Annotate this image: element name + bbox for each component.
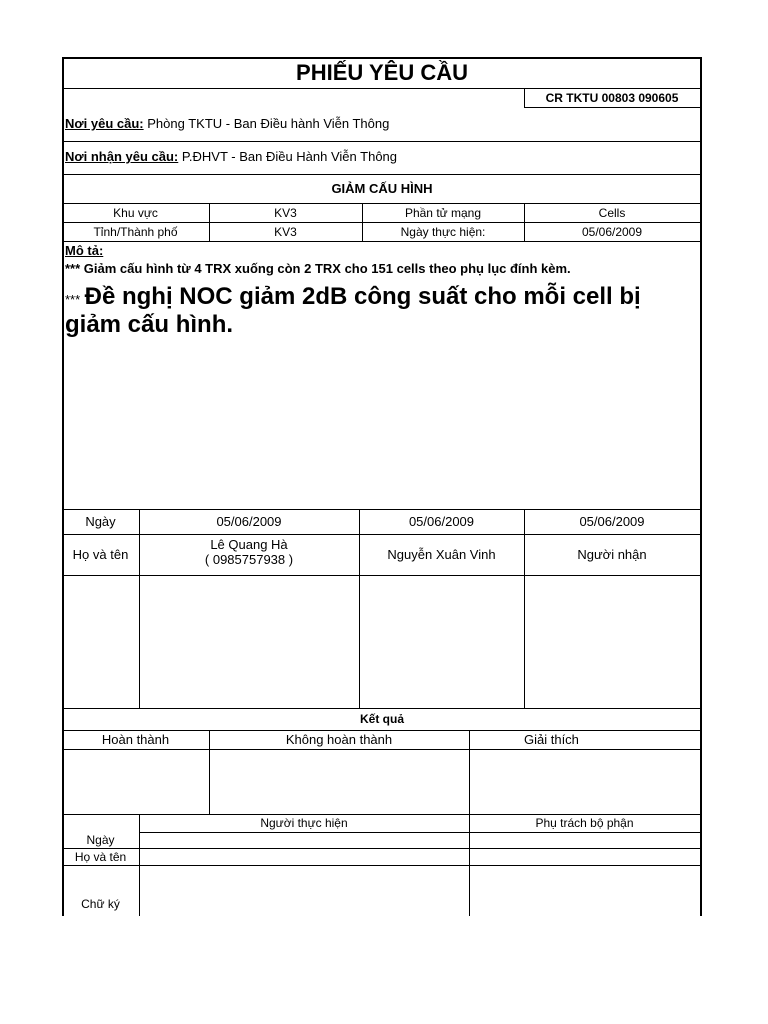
- sig-name-1-phone: ( 0985757938 ): [204, 552, 294, 567]
- requester-value: Phòng TKTU - Ban Điều hành Viễn Thông: [147, 116, 390, 131]
- form-title: PHIẾU YÊU CẦU: [296, 59, 468, 85]
- sig-name-1-name: Lê Quang Hà: [210, 537, 288, 552]
- execution-date-label: Ngày thực hiện:: [400, 224, 486, 239]
- result-title: Kết quả: [359, 712, 404, 726]
- sig-date-label: Ngày: [85, 514, 116, 529]
- receiver-label: Nơi nhận yêu cầu:: [65, 149, 179, 164]
- description-stars: ***: [65, 292, 81, 307]
- footer-executor: Người thực hiện: [260, 816, 348, 830]
- region-value: KV3: [274, 205, 297, 220]
- requester-row: [65, 116, 389, 131]
- sig-date-1: 05/06/2009: [216, 514, 282, 529]
- description-label: Mô tả:: [65, 243, 104, 258]
- description-line-1: *** Giảm cấu hình từ 4 TRX xuống còn 2 TRX cho 151 cells theo phụ lục đính kèm.: [65, 261, 571, 276]
- section-title: GIẢM CẤU HÌNH: [331, 181, 433, 196]
- requester-label: Nơi yêu cầu:: [65, 116, 144, 131]
- sig-name-2: Nguyễn Xuân Vinh: [387, 547, 496, 562]
- province-value: KV3: [274, 224, 297, 239]
- sig-date-2: 05/06/2009: [408, 514, 475, 529]
- result-explanation: Giải thích: [524, 732, 579, 747]
- request-code: CR TKTU 00803 090605: [545, 90, 679, 105]
- receiver-value: P.ĐHVT - Ban Điều Hành Viễn Thông: [181, 149, 398, 164]
- result-not-completed: Không hoàn thành: [285, 732, 393, 747]
- footer-sign-label: Chữ ký: [81, 897, 120, 911]
- result-completed: Hoàn thành: [101, 732, 170, 747]
- region-label: Khu vực: [113, 205, 158, 220]
- receiver-row: [65, 149, 397, 164]
- sig-name-1: [139, 537, 359, 567]
- description-line-2: [65, 283, 641, 311]
- sig-date-3: 05/06/2009: [579, 514, 645, 529]
- footer-manager: Phụ trách bộ phận: [535, 816, 634, 830]
- province-label: Tỉnh/Thành phố: [93, 224, 178, 239]
- execution-date-value: 05/06/2009: [581, 224, 643, 239]
- footer-name-label: Họ và tên: [74, 849, 127, 864]
- description-main: Đề nghị NOC giảm 2dB công suất cho mỗi cell bị: [84, 283, 641, 310]
- footer-date-label: Ngày: [86, 833, 115, 847]
- sig-name-label: Họ và tên: [72, 547, 129, 562]
- description-line-3: giảm cấu hình.: [65, 311, 234, 338]
- network-element-label: Phần tử mạng: [404, 205, 482, 220]
- sig-name-3: Người nhận: [577, 547, 647, 562]
- network-element-value: Cells: [598, 205, 626, 220]
